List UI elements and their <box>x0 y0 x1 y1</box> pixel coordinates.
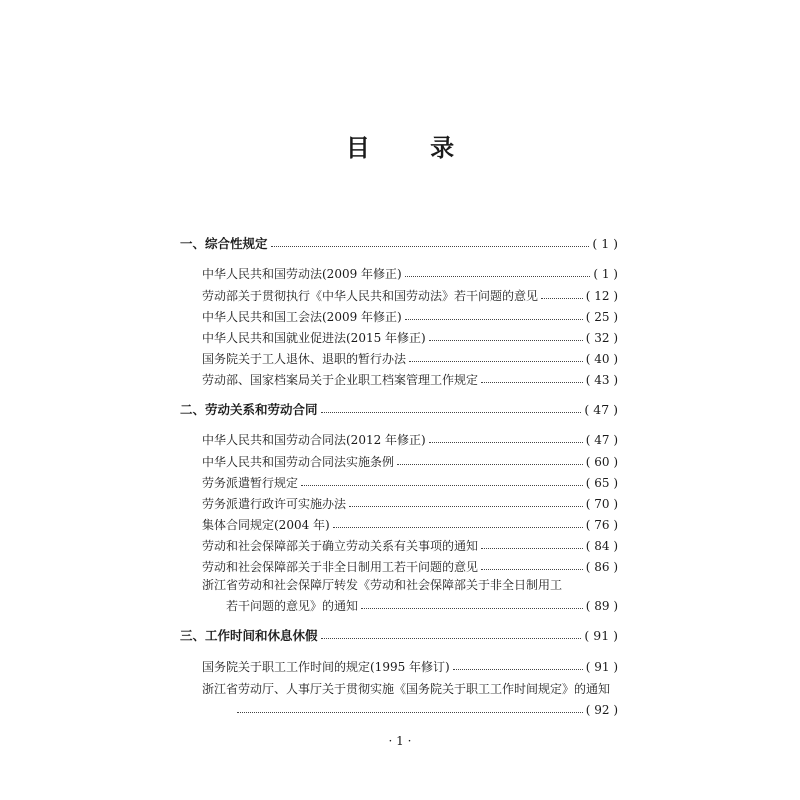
toc-entry[interactable] <box>202 681 618 697</box>
page-ref: ( 1 ) <box>593 267 618 281</box>
toc-section[interactable] <box>180 402 618 418</box>
dot-leader <box>541 298 583 299</box>
entry-title: 国务院关于工人退休、退职的暂行办法 <box>202 352 407 366</box>
dot-leader <box>349 506 583 507</box>
toc-entry[interactable] <box>202 475 618 491</box>
dot-leader <box>453 669 583 670</box>
dot-leader <box>429 340 583 341</box>
page-ref: ( 12 ) <box>585 289 618 303</box>
page-ref: ( 25 ) <box>585 310 618 324</box>
entry-title: 劳务派遣行政许可实施办法 <box>202 497 347 511</box>
toc-entry[interactable] <box>202 659 618 675</box>
entry-title: 中华人民共和国劳动合同法(2012 年修正) <box>202 433 426 447</box>
dot-leader <box>397 464 583 465</box>
page-ref: ( 32 ) <box>585 331 618 345</box>
toc-entry[interactable] <box>202 309 618 325</box>
toc-section[interactable] <box>180 628 618 644</box>
dot-leader <box>405 319 583 320</box>
dot-leader <box>321 412 582 413</box>
dot-leader <box>301 485 583 486</box>
toc-entry[interactable] <box>202 496 618 512</box>
toc-entry[interactable] <box>202 432 618 448</box>
page-ref: ( 76 ) <box>585 518 618 532</box>
entry-title: 中华人民共和国就业促进法(2015 年修正) <box>202 331 426 345</box>
page-ref: ( 43 ) <box>585 373 618 387</box>
dot-leader <box>237 712 583 713</box>
entry-title: 劳务派遣暂行规定 <box>202 476 299 490</box>
dot-leader <box>333 527 583 528</box>
entry-title: 中华人民共和国劳动法(2009 年修正) <box>202 267 402 281</box>
entry-title: 劳动部关于贯彻执行《中华人民共和国劳动法》若干问题的意见 <box>202 289 539 303</box>
page-ref: ( 89 ) <box>585 599 618 613</box>
toc-entry[interactable] <box>234 702 618 718</box>
toc-entry[interactable] <box>226 598 618 614</box>
page-ref: ( 1 ) <box>592 236 618 251</box>
toc-entry[interactable] <box>202 538 618 554</box>
page-ref: ( 91 ) <box>584 628 618 643</box>
dot-leader <box>321 638 582 639</box>
entry-title: 国务院关于职工工作时间的规定(1995 年修订) <box>202 660 450 674</box>
entry-title: 劳动和社会保障部关于非全日制用工若干问题的意见 <box>202 560 479 574</box>
entry-title: 中华人民共和国劳动合同法实施条例 <box>202 455 395 469</box>
page-ref: ( 40 ) <box>585 352 618 366</box>
dot-leader <box>481 548 583 549</box>
dot-leader <box>405 276 591 277</box>
page-ref: ( 86 ) <box>585 560 618 574</box>
toc-entry[interactable] <box>202 577 618 593</box>
page-number: · 1 · <box>388 734 412 748</box>
toc-entry[interactable] <box>202 559 618 575</box>
page-ref: ( 65 ) <box>585 476 618 490</box>
entry-title: 若干问题的意见》的通知 <box>226 599 359 613</box>
entry-title: 集体合同规定(2004 年) <box>202 518 330 532</box>
page-ref: ( 92 ) <box>585 703 618 717</box>
page-ref: ( 84 ) <box>585 539 618 553</box>
entry-title: 浙江省劳动厅、人事厅关于贯彻实施《国务院关于职工工作时间规定》的通知 <box>202 682 611 696</box>
entry-title: 中华人民共和国工会法(2009 年修正) <box>202 310 402 324</box>
page-ref: ( 70 ) <box>585 497 618 511</box>
toc-entry[interactable] <box>202 454 618 470</box>
entry-title: 浙江省劳动和社会保障厅转发《劳动和社会保障部关于非全日制用工 <box>202 578 563 592</box>
dot-leader <box>481 569 583 570</box>
page-ref: ( 47 ) <box>585 433 618 447</box>
page-ref: ( 60 ) <box>585 455 618 469</box>
toc-entry[interactable] <box>202 517 618 533</box>
dot-leader <box>481 382 583 383</box>
section-title: 三、工作时间和休息休假 <box>180 628 318 643</box>
dot-leader <box>429 442 583 443</box>
section-title: 二、劳动关系和劳动合同 <box>180 402 318 417</box>
entry-title: 劳动和社会保障部关于确立劳动关系有关事项的通知 <box>202 539 479 553</box>
dot-leader <box>271 246 590 247</box>
toc-section[interactable] <box>180 236 618 252</box>
toc-entry[interactable] <box>202 330 618 346</box>
toc-title: 目 录 <box>345 134 481 162</box>
section-title: 一、综合性规定 <box>180 236 268 251</box>
dot-leader <box>409 361 583 362</box>
page-ref: ( 91 ) <box>585 660 618 674</box>
entry-title: 劳动部、国家档案局关于企业职工档案管理工作规定 <box>202 373 479 387</box>
toc-entry[interactable] <box>202 372 618 388</box>
toc-entry[interactable] <box>202 288 618 304</box>
toc-entry[interactable] <box>202 266 618 282</box>
toc-entry[interactable] <box>202 351 618 367</box>
page-ref: ( 47 ) <box>584 402 618 417</box>
dot-leader <box>361 608 583 609</box>
